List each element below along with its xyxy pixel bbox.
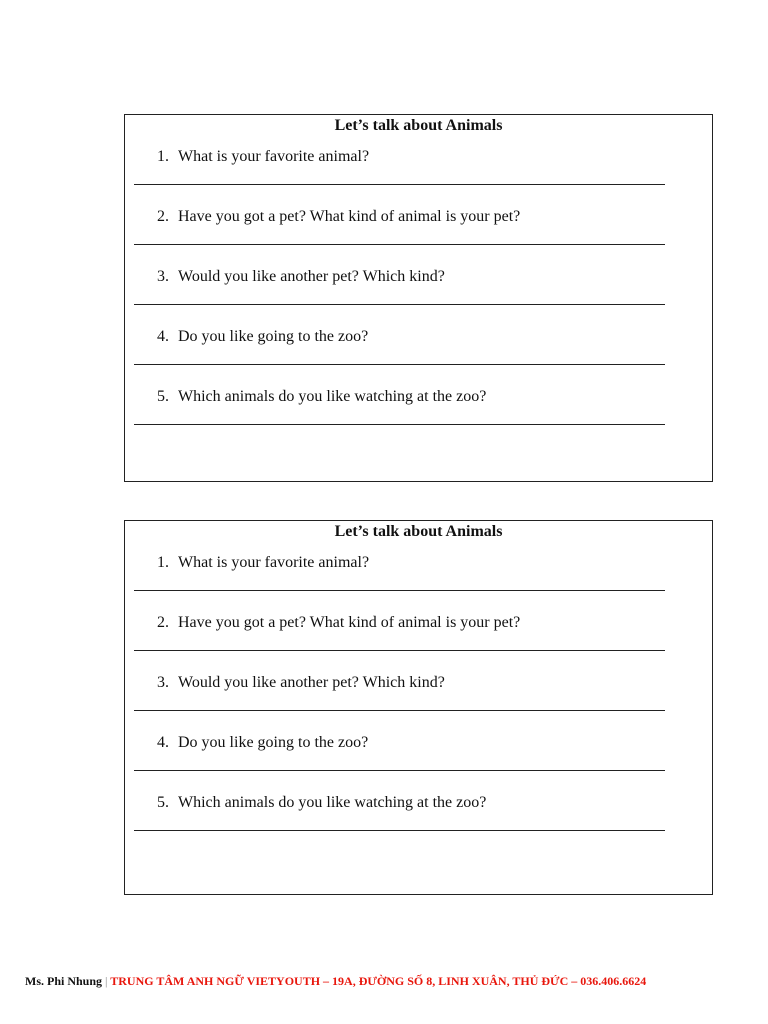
question-number: 3.	[157, 674, 169, 691]
question-text: Do you like going to the zoo?	[178, 328, 369, 345]
question-item	[125, 614, 712, 674]
question-text: Would you like another pet? Which kind?	[178, 674, 445, 691]
page-footer	[25, 973, 646, 989]
question-item	[125, 268, 712, 328]
worksheet-box-1	[124, 114, 713, 482]
question-text: Which animals do you like watching at the zoo?	[178, 388, 487, 405]
footer-center-info: TRUNG TÂM ANH NGỮ VIETYOUTH – 19A, ĐƯỜNG SỐ 8, LINH XUÂN, THỦ ĐỨC – 036.406.6624	[110, 974, 647, 988]
question-item	[125, 674, 712, 734]
question-text: Have you got a pet? What kind of animal is your pet?	[178, 208, 521, 225]
question-text: Do you like going to the zoo?	[178, 734, 369, 751]
question-number: 3.	[157, 268, 169, 285]
answer-line[interactable]	[134, 364, 665, 365]
answer-line[interactable]	[134, 184, 665, 185]
question-item	[125, 208, 712, 268]
worksheet-box-2	[124, 520, 713, 895]
answer-line[interactable]	[134, 770, 665, 771]
answer-line[interactable]	[134, 304, 665, 305]
question-text: Have you got a pet? What kind of animal is your pet?	[178, 614, 521, 631]
question-item	[125, 148, 712, 208]
answer-line[interactable]	[134, 830, 665, 831]
question-item	[125, 734, 712, 794]
answer-line[interactable]	[134, 710, 665, 711]
question-text: Which animals do you like watching at the zoo?	[178, 794, 487, 811]
question-number: 5.	[157, 794, 169, 811]
question-item	[125, 328, 712, 388]
question-number: 5.	[157, 388, 169, 405]
worksheet-title: Let’s talk about Animals	[334, 523, 503, 540]
question-number: 4.	[157, 328, 169, 345]
question-text: What is your favorite animal?	[178, 554, 370, 571]
question-text: What is your favorite animal?	[178, 148, 370, 165]
question-number: 2.	[157, 208, 169, 225]
answer-line[interactable]	[134, 244, 665, 245]
question-item	[125, 554, 712, 614]
question-number: 1.	[157, 554, 169, 571]
question-number: 2.	[157, 614, 169, 631]
worksheet-title: Let’s talk about Animals	[334, 117, 503, 134]
answer-line[interactable]	[134, 650, 665, 651]
footer-author-name: Ms. Phi Nhung	[25, 974, 103, 988]
footer-separator: |	[105, 974, 108, 988]
question-item	[125, 388, 712, 448]
question-number: 1.	[157, 148, 169, 165]
question-text: Would you like another pet? Which kind?	[178, 268, 445, 285]
answer-line[interactable]	[134, 590, 665, 591]
question-number: 4.	[157, 734, 169, 751]
answer-line[interactable]	[134, 424, 665, 425]
question-item	[125, 794, 712, 854]
